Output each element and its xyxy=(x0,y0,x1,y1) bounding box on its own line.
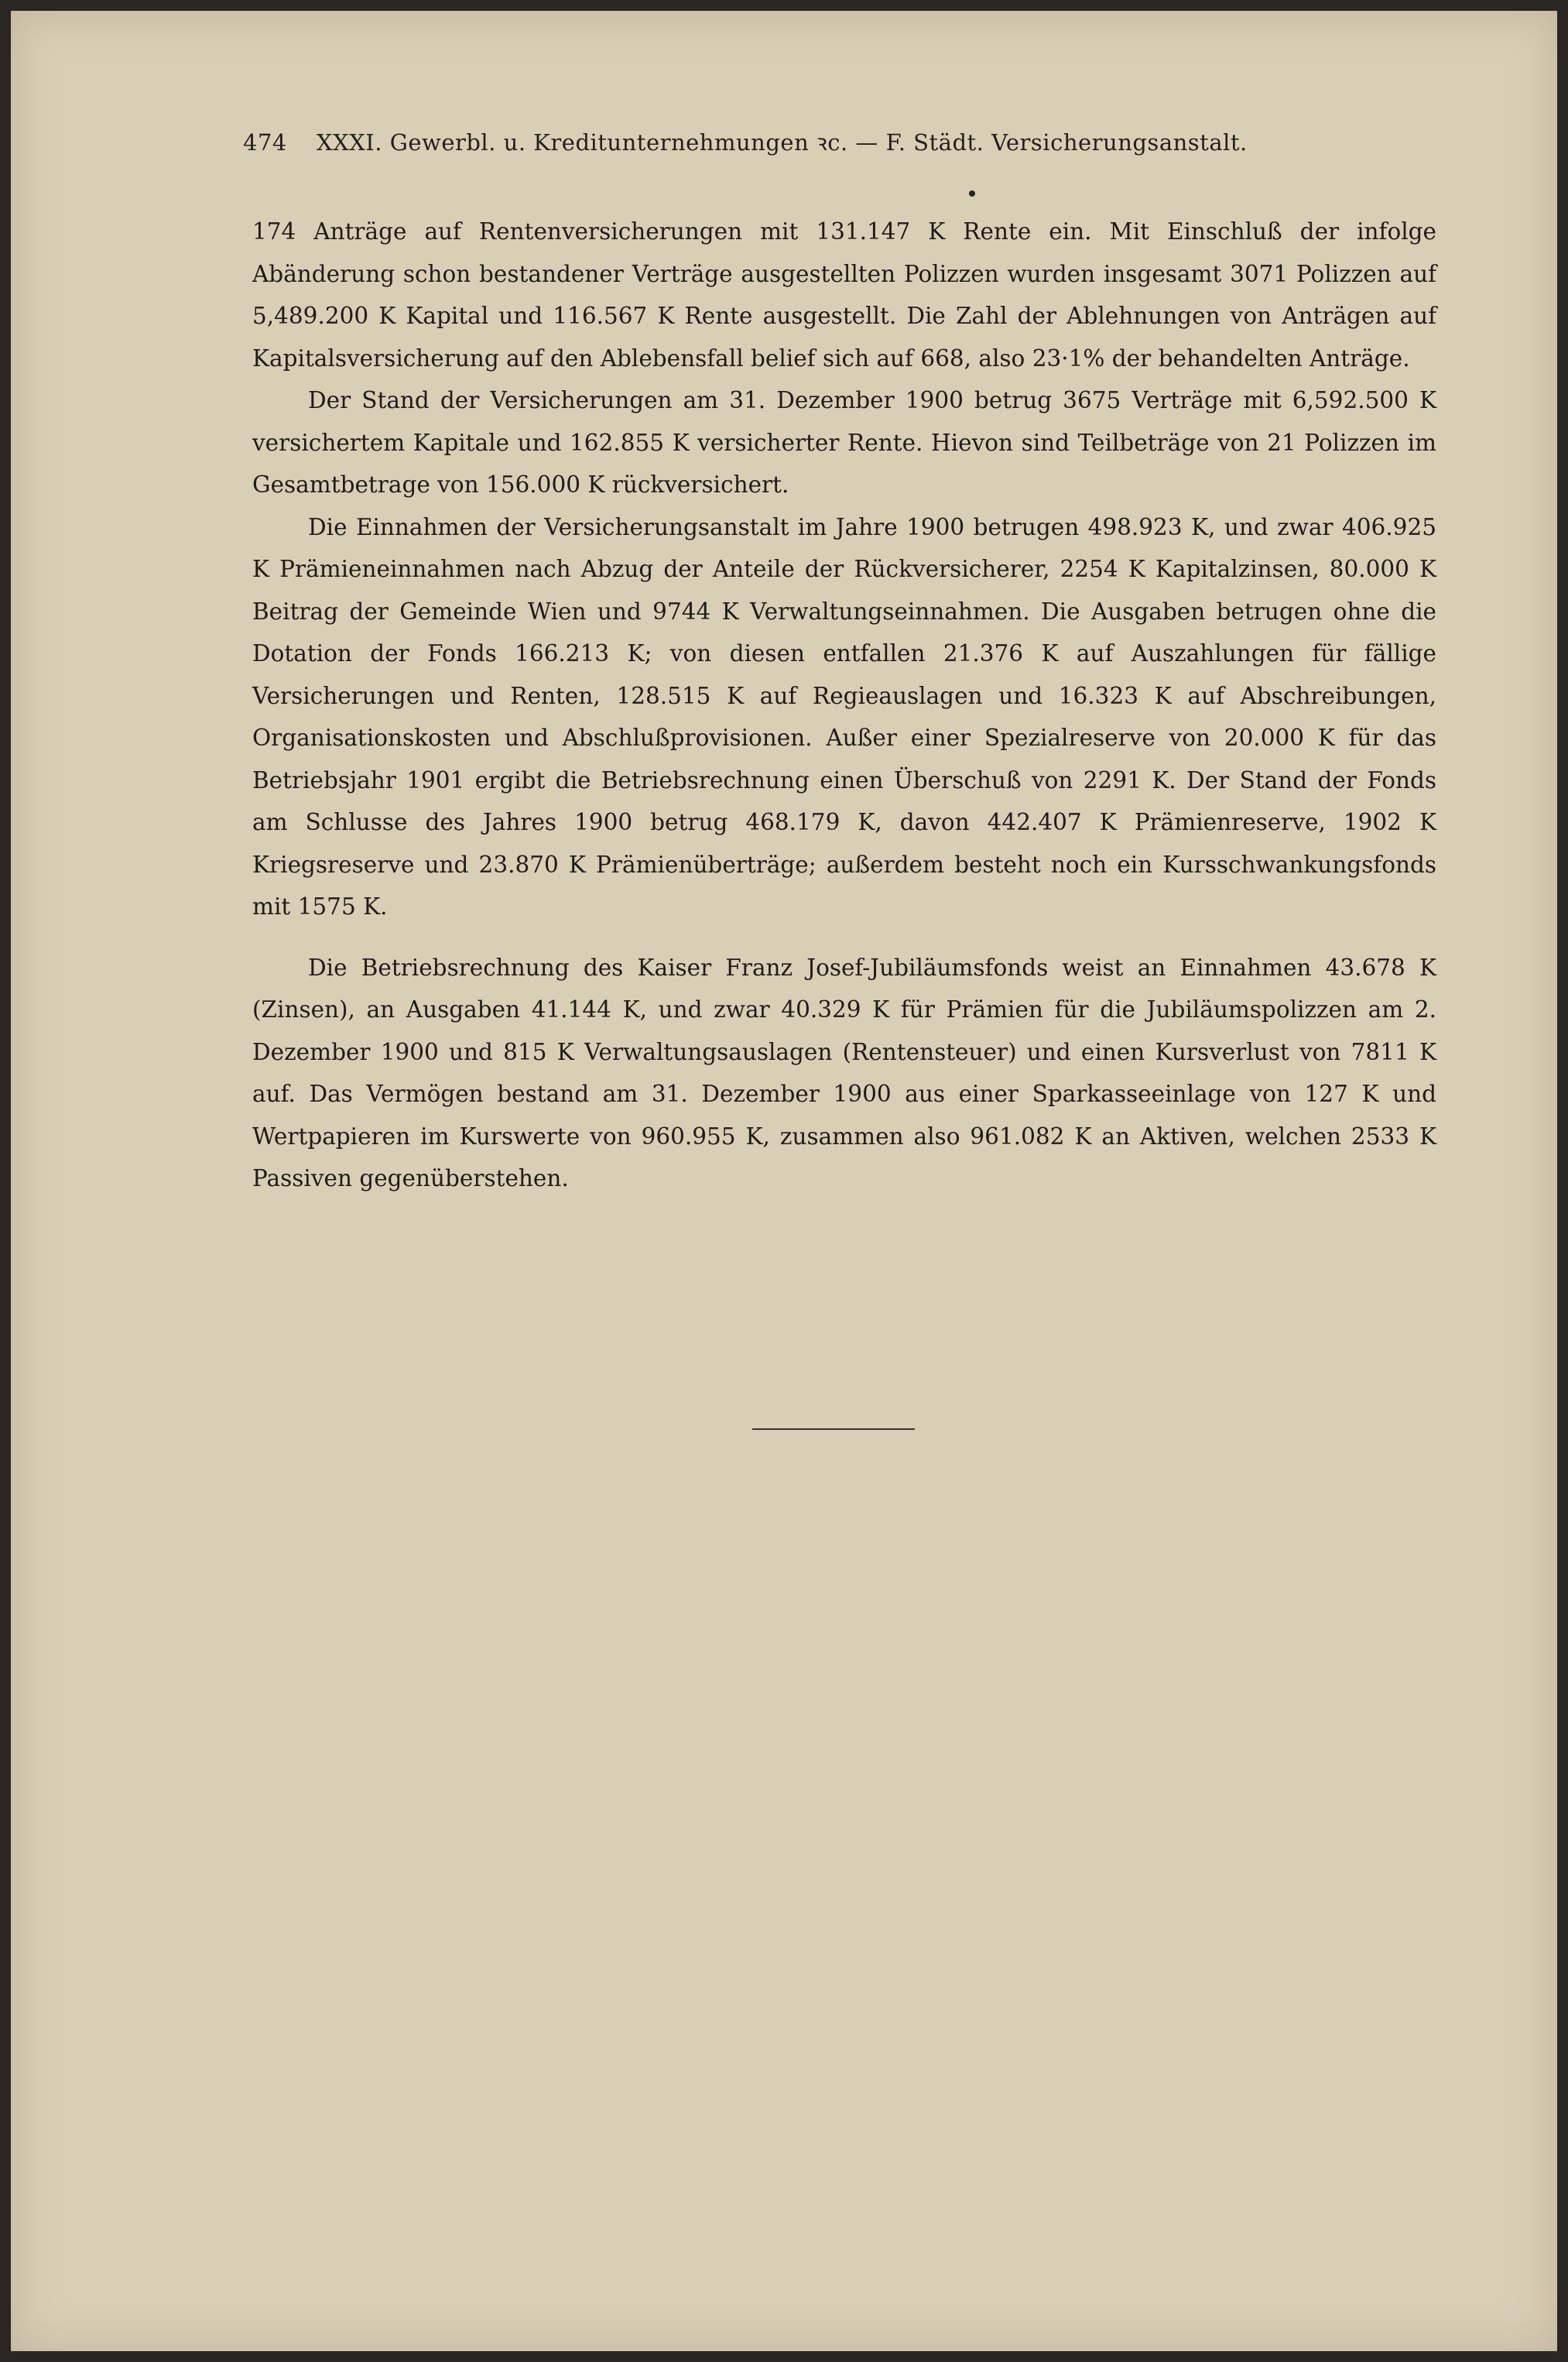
end-rule xyxy=(752,1428,915,1430)
running-header xyxy=(243,127,1311,157)
paragraph-3: Die Einnahmen der Versicherungsanstalt im Jahre 1900 betrugen 498.923 K, und zwar 406.925 K Prämieneinnahmen nach Abzug der Anteile der Rückversicherer, 2254 K Kapitalzinsen, 80.000 K Beitrag der Gemeinde Wien und 9744 K Verwaltungseinnahmen. Die Ausgaben betrugen ohne die Dotation der Fonds 166.213 K; von diesen entfallen 21.376 K auf Auszahlungen für fällige Versicherungen und Renten, 128.515 K auf Regieauslagen und 16.323 K auf Abschreibungen, Organisationskosten und Abschlußprovisionen. Außer einer Spezialreserve von 20.000 K für das Betriebsjahr 1901 ergibt die Betriebsrechnung einen Überschuß von 2291 K. Der Stand der Fonds am Schlusse des Jahres 1900 betrug 468.179 K, davon 442.407 K Prämienreserve, 1902 K Kriegsreserve und 23.870 K Prämienüberträge; außerdem besteht noch ein Kursschwankungsfonds mit 1575 K. xyxy=(252,513,1436,920)
running-title: XXXI. Gewerbl. u. Kreditunternehmungen ꝛc. — F. Städt. Versicherungsanstalt. xyxy=(316,129,1248,156)
body-text xyxy=(252,211,1436,1200)
paragraph-4: Die Betriebsrechnung des Kaiser Franz Josef-Jubiläumsfonds weist an Einnahmen 43.678 K (Zinsen), an Ausgaben 41.144 K, und zwar 40.329 K für Prämien für die Jubiläumspolizzen am 2. Dezember 1900 und 815 K Verwaltungsauslagen (Rentensteuer) und einen Kursverlust von 7811 K auf. Das Vermögen bestand am 31. Dezember 1900 aus einer Sparkasseeinlage von 127 K und Wertpapieren im Kurswerte von 960.955 K, zusammen also 961.082 K an Aktiven, welchen 2533 K Passiven gegenüberstehen. xyxy=(252,954,1436,1191)
paragraph-2: Der Stand der Versicherungen am 31. Dezember 1900 betrug 3675 Verträge mit 6,592.500 K versichertem Kapitale und 162.855 K versicherter Rente. Hievon sind Teilbeträge von 21 Polizzen im Gesamtbetrage von 156.000 K rückversichert. xyxy=(252,387,1436,498)
page-number: 474 xyxy=(243,129,287,156)
paragraph-1: 174 Anträge auf Rentenversicherungen mit 131.147 K Rente ein. Mit Einschluß der infolge Abänderung schon bestandener Verträge ausgestellten Polizzen wurden insgesamt 3071 Polizzen auf 5,489.200 K Kapital und 116.567 K Rente ausgestellt. Die Zahl der Ablehnungen von Anträgen auf Kapitalsversicherung auf den Ablebensfall belief sich auf 668, also 23·1% der behandelten Anträge. xyxy=(252,218,1436,372)
document-page xyxy=(11,11,1557,2351)
printer-dot xyxy=(969,190,975,197)
